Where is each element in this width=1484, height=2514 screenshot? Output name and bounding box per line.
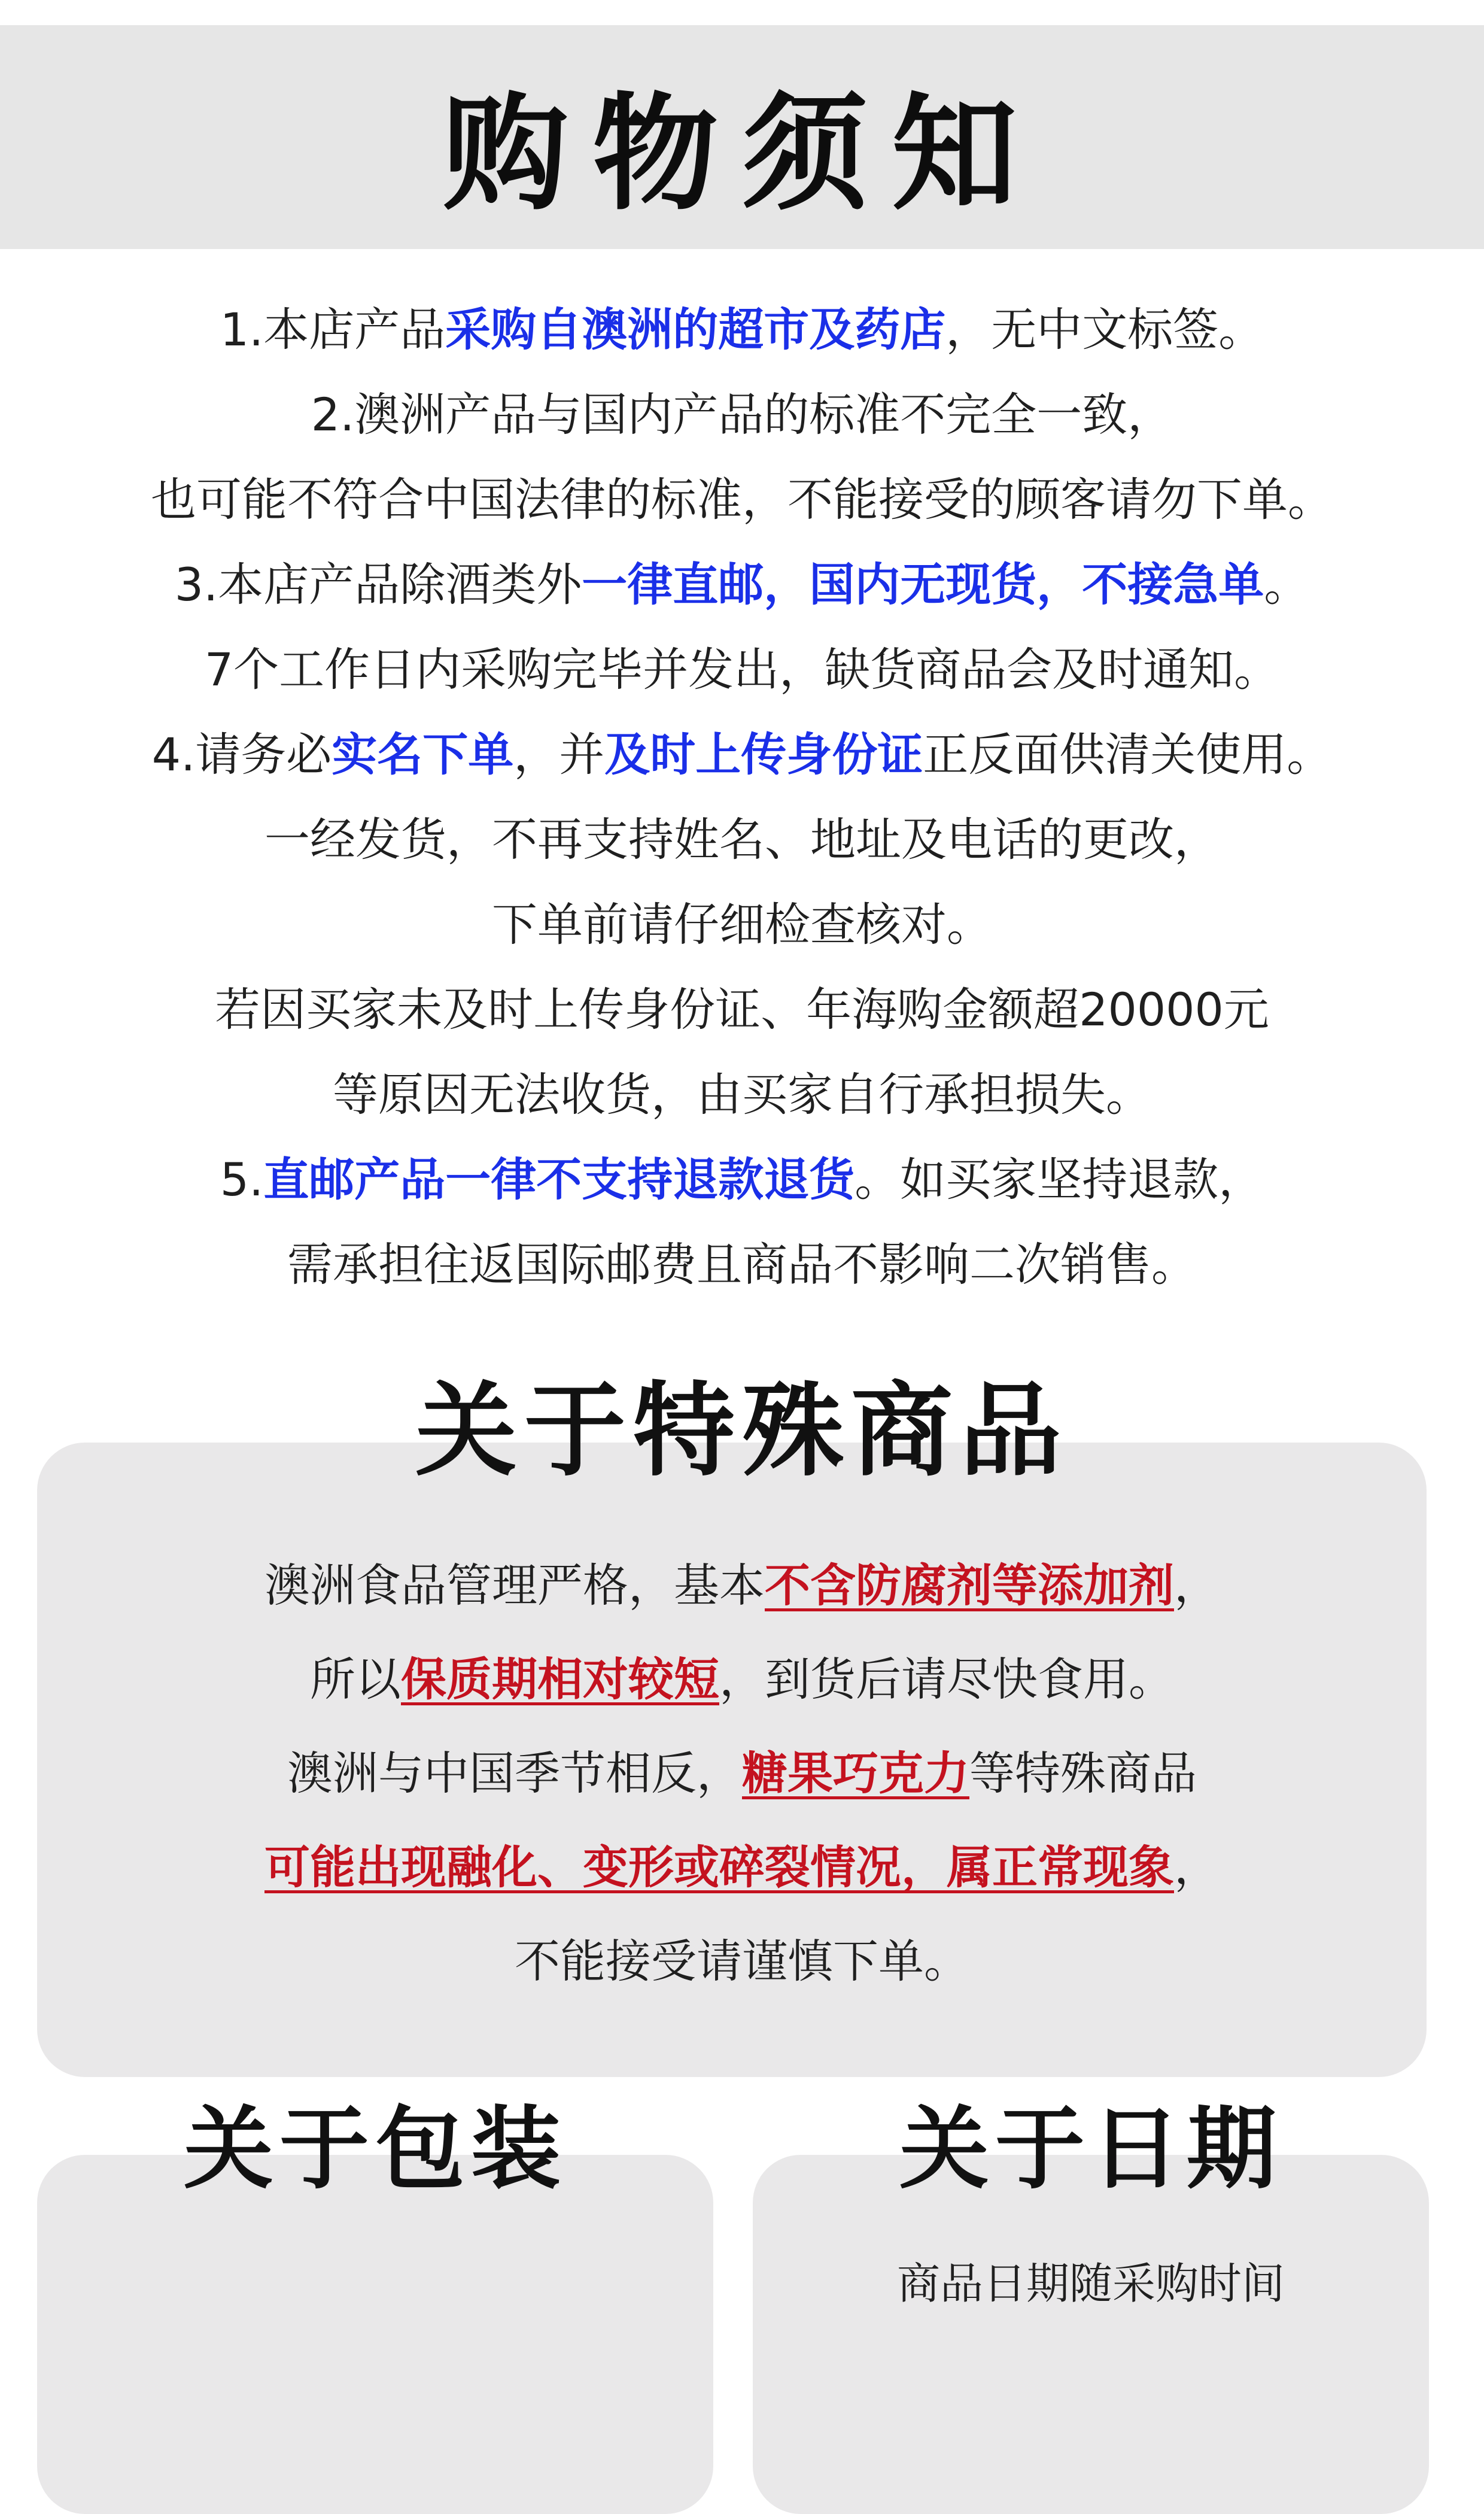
dates-card (753, 2155, 1429, 2514)
notice-highlight: 实名下单 (332, 728, 514, 781)
notice-text: 3.本店产品除酒类外 (174, 558, 582, 611)
special-text: 澳洲与中国季节相反， (287, 1747, 742, 1800)
notice-text: 4.请务必 (151, 728, 332, 781)
notice-text: ，无中文标签。 (945, 303, 1264, 356)
notice-text: 5. (220, 1153, 264, 1206)
notice-text: 。如买家坚持退款， (854, 1153, 1264, 1206)
notice-line-1 (0, 287, 1484, 372)
notice-text: 1.本店产品 (220, 303, 446, 356)
special-line-3 (0, 1726, 1484, 1820)
special-goods-text (0, 1538, 1484, 2008)
notice-highlight: 直邮产品一律不支持退款退货 (263, 1153, 855, 1206)
special-line-4 (0, 1820, 1484, 1914)
special-line-2 (0, 1632, 1484, 1726)
notice-line-2: 2.澳洲产品与国内产品的标准不完全一致， (311, 388, 1173, 441)
shopping-notice (0, 287, 1484, 1307)
special-text: ， (1174, 1841, 1220, 1894)
notice-line-7: 一经发货，不再支持姓名、地址及电话的更改， (264, 813, 1220, 866)
special-line-5: 不能接受请谨慎下单。 (515, 1935, 969, 1988)
notice-line-10: 等原因无法收货，由买家自行承担损失。 (333, 1068, 1151, 1121)
special-goods-title: 关于特殊商品 (415, 1371, 1069, 1490)
notice-text: 。 (1264, 558, 1310, 611)
notice-line-8: 下单前请仔细检查核对。 (492, 898, 992, 951)
special-text: 所以 (310, 1653, 401, 1706)
special-text: ， (1174, 1559, 1220, 1612)
notice-line-9: 若因买家未及时上传身份证、年海购金额超20000元 (215, 983, 1269, 1036)
special-highlight: 糖果巧克力 (742, 1747, 969, 1800)
special-highlight: 可能出现融化、变形或碎裂情况，属正常现象 (264, 1841, 1174, 1894)
notice-highlight: 及时上传身份证 (604, 728, 923, 781)
packaging-title: 关于包装 (183, 2096, 567, 2202)
special-text: ，到货后请尽快食用。 (719, 1653, 1174, 1706)
notice-text: 正反面供清关使用。 (923, 728, 1333, 781)
special-line-1 (0, 1538, 1484, 1632)
dates-title: 关于日期 (899, 2096, 1282, 2202)
special-text: 等特殊商品 (969, 1747, 1197, 1800)
notice-line-12: 需承担往返国际邮费且商品不影响二次销售。 (287, 1238, 1197, 1291)
packaging-card (37, 2155, 713, 2514)
notice-line-11 (0, 1137, 1484, 1222)
page-title: 购物须知 (442, 80, 1041, 227)
special-highlight: 不含防腐剂等添加剂 (765, 1559, 1174, 1612)
dates-line-1: 商品日期随采购时间 (896, 2258, 1285, 2309)
special-text: 澳洲食品管理严格，基本 (264, 1559, 765, 1612)
notice-text: ，并 (513, 728, 605, 781)
notice-line-3: 也可能不符合中国法律的标准，不能接受的顾客请勿下单。 (151, 473, 1333, 526)
header-banner (0, 25, 1484, 249)
notice-line-6 (0, 712, 1484, 797)
notice-highlight: 一律直邮，国内无现货，不接急单 (582, 558, 1264, 611)
notice-line-4 (0, 542, 1484, 627)
notice-line-5: 7个工作日内采购完毕并发出，缺货商品会及时通知。 (204, 643, 1280, 696)
special-highlight: 保质期相对较短 (401, 1653, 719, 1706)
notice-highlight: 采购自澳洲的超市及药店 (445, 303, 946, 356)
